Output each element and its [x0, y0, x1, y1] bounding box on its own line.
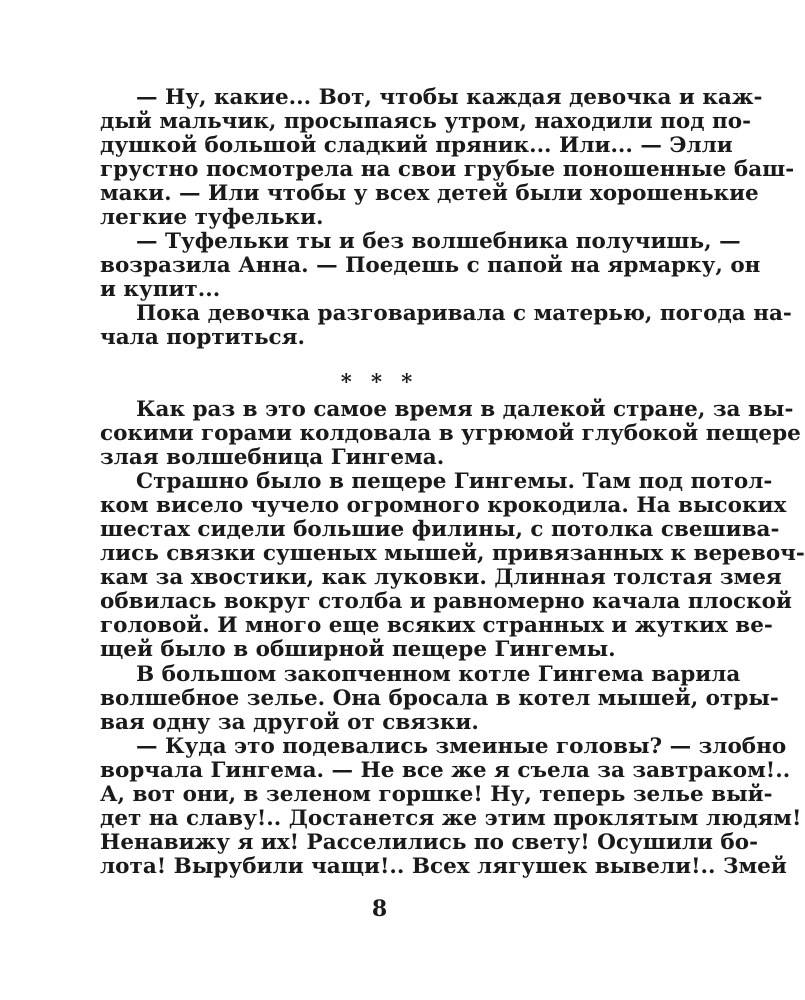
text-line: вая одну за другой от связки. [100, 709, 479, 735]
text-line: — Туфельки ты и без волшебника получишь, — [136, 229, 741, 255]
text-line: — Ну, какие... Вот, чтобы каждая девочка и каж- [136, 85, 763, 110]
text-line: Как раз в это самое время в далекой стране, за вы- [136, 397, 794, 422]
text-line: чала портиться. [100, 325, 305, 351]
text-line: легкие туфельки. [100, 205, 324, 231]
text-line: дет на славу!.. Достанется же этим проклятым людям! [100, 805, 802, 831]
text-line: Ненавижу я их! Расселились по свету! Осушили бо- [100, 829, 759, 855]
text-line: и купит... [100, 277, 221, 303]
text-line: лись связки сушеных мышей, привязанных к веревоч- [100, 541, 805, 567]
page-number: 8 [371, 896, 388, 922]
text-line: лота! Вырубили чащи!.. Всех лягушек вывели!.. Змей [100, 853, 787, 879]
text-line: возразила Анна. — Поедешь с папой на ярмарку, он [100, 253, 761, 279]
text-line: дый мальчик, просыпаясь утром, находили под по- [100, 109, 752, 135]
text-line: маки. — Или чтобы у всех детей были хорошенькие [100, 181, 759, 207]
text-line: щей было в обширной пещере Гингемы. [100, 637, 616, 663]
text-line: Страшно было в пещере Гингемы. Там под потол- [136, 469, 773, 495]
text-line: грустно посмотрела на свои грубые поношенные баш- [100, 157, 795, 183]
text-line: А, вот они, в зеленом горшке! Ну, теперь зелье вый- [100, 781, 773, 807]
text-line: головой. И много еще всяких странных и жутких ве- [100, 613, 773, 639]
text-line: волшебное зелье. Она бросала в котел мышей, отры- [100, 685, 779, 711]
text-line: кам за хвостики, как луковки. Длинная толстая змея [100, 565, 782, 591]
section-separator: * * * [340, 369, 419, 394]
text-line: душкой большой сладкий пряник... Или... — Элли [100, 133, 733, 159]
text-line: В большом закопченном котле Гингема варила [136, 661, 741, 687]
text-line: обвилась вокруг столба и равномерно качала плоской [100, 589, 792, 615]
text-block-bottom [100, 397, 805, 879]
text-line: шестах сидели большие филины, с потолка свешива- [100, 517, 780, 543]
text-block-top [100, 85, 795, 351]
text-line: ком висело чучело огромного крокодила. На высоких [100, 493, 787, 519]
text-line: Пока девочка разговаривала с матерью, погода на- [136, 301, 792, 327]
text-line: злая волшебница Гингема. [100, 445, 445, 471]
text-line: сокими горами колдовала в угрюмой глубокой пещере [100, 421, 801, 447]
text-line: ворчала Гингема. — Не все же я съела за завтраком!.. [100, 757, 791, 783]
text-line: — Куда это подевались змеиные головы? — злобно [136, 733, 787, 759]
